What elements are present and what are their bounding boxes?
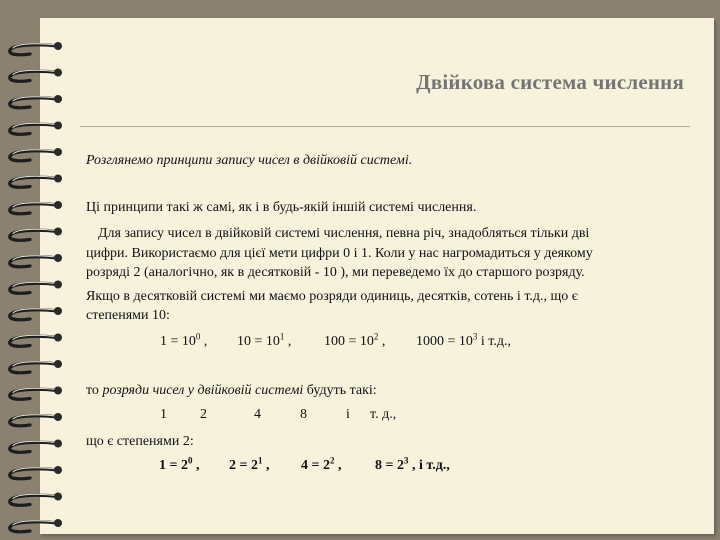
spiral-ring [10,95,62,108]
bin-digit: т. д., [370,407,397,422]
dec-formula-3: $100 = 10^2$ , [324,331,386,349]
paragraph-2-line-3: розряді 2 (аналогічно, як в десятковій - 10 ), ми переведемо їх до старшого розряду. [86,265,585,280]
spiral-ring [10,148,62,161]
spiral-ring [10,281,62,294]
powers-of-two-label: що є степенями 2: [86,434,194,449]
paragraph-2-line-1: Для запису чисел в двійковій системі числення, певна річ, знадобляться тільки дві [98,226,590,241]
paragraph-1: Ці принципи такі ж самі, як і в будь-якій іншій системі числення. [86,200,477,215]
spiral-ring [10,440,62,453]
bin-digit: 2 [200,407,207,422]
bin-digit: 4 [254,407,261,422]
spiral-ring [10,493,62,506]
intro-text: Розглянемо принципи запису чисел в двійковій системі. [86,153,413,168]
binary-digits-line: то розряди чисел у двійковій системі будуть такі: [86,383,377,398]
spiral-ring [10,228,62,241]
spiral-ring [10,69,62,82]
bin-digit: і [346,407,350,422]
bin-formula-2: $2 = 2^1$ , [229,455,270,473]
spiral-ring [10,519,62,532]
bin-formula-4: $8 = 2^3$ , і т.д., [375,455,450,473]
dec-formula-4: $1000 = 10^3$ і т.д., [416,331,511,349]
spiral-ring [10,42,62,55]
spiral-ring [10,175,62,188]
spiral-ring [10,466,62,479]
spiral-ring [10,413,62,426]
spiral-binding [0,18,80,538]
paragraph-2-line-2: цифри. Використаємо для цієї мети цифри 0 і 1. Коли у нас нагромадиться у деякому [86,246,593,261]
slide-title: Двійкова система числення [416,70,684,94]
bin-formula-3: $4 = 2^2$ , [301,455,342,473]
dec-formula-2: $10 = 10^1$ , [237,331,292,349]
spiral-ring [10,360,62,373]
spiral-ring [10,254,62,267]
title-divider [80,126,690,127]
dec-formula-1: $1 = 10^0$ , [160,331,208,349]
bin-formula-1: $1 = 2^0$ , [159,455,200,473]
paragraph-3-line-1: Якщо в десятковій системі ми маємо розряди одиниць, десятків, сотень і т.д., що є [86,289,578,304]
bin-digit: 1 [160,407,167,422]
spiral-ring [10,201,62,214]
spiral-ring [10,334,62,347]
bin-digit: 8 [300,407,307,422]
paragraph-3-line-2: степенями 10: [86,308,170,323]
spiral-ring [10,122,62,135]
spiral-ring [10,307,62,320]
spiral-ring [10,387,62,400]
